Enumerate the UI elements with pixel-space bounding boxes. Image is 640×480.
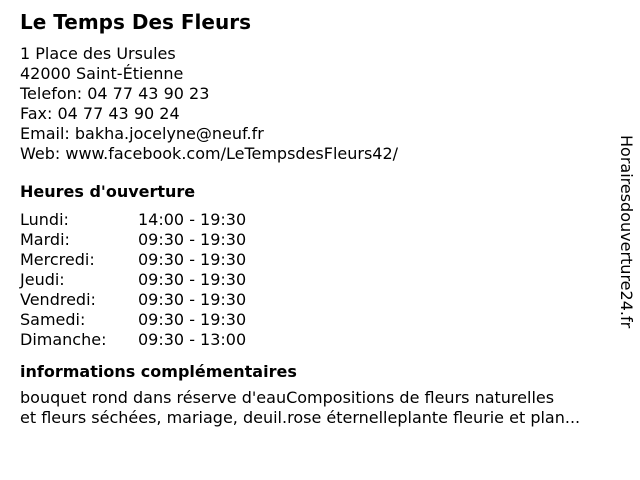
- additional-info-text: [20, 388, 620, 428]
- hours-row-monday: [20, 210, 610, 230]
- address-line-1: 1 Place des Ursules: [20, 44, 176, 63]
- website-url: Web: www.facebook.com/LeTempsdesFleurs42/: [20, 144, 399, 163]
- hours-row-wednesday: [20, 250, 610, 270]
- opening-hours-heading: Heures d'ouverture: [20, 182, 196, 201]
- hours-row-saturday: [20, 310, 610, 330]
- business-card: [20, 8, 610, 428]
- hours-day-label: Vendredi:: [20, 290, 96, 309]
- hours-time-value: 09:30 - 19:30: [138, 270, 247, 289]
- hours-time-value: 09:30 - 13:00: [138, 330, 247, 349]
- hours-day-label: Samedi:: [20, 310, 86, 329]
- hours-row-friday: [20, 290, 610, 310]
- business-name: Le Temps Des Fleurs: [20, 10, 251, 34]
- hours-day-label: Jeudi:: [20, 270, 65, 289]
- additional-info-line-1: bouquet rond dans réserve d'eauCompositions de fleurs naturelles: [20, 388, 555, 407]
- fax-number: Fax: 04 77 43 90 24: [20, 104, 180, 123]
- phone-number: Telefon: 04 77 43 90 23: [20, 84, 210, 103]
- additional-info-heading: informations complémentaires: [20, 362, 297, 381]
- hours-row-thursday: [20, 270, 610, 290]
- hours-time-value: 09:30 - 19:30: [138, 290, 247, 309]
- hours-row-tuesday: [20, 230, 610, 250]
- hours-time-value: 09:30 - 19:30: [138, 230, 247, 249]
- site-watermark: Horairesdouverture24.fr: [617, 135, 636, 329]
- hours-day-label: Lundi:: [20, 210, 69, 229]
- hours-time-value: 14:00 - 19:30: [138, 210, 247, 229]
- hours-row-sunday: [20, 330, 610, 350]
- hours-day-label: Mardi:: [20, 230, 70, 249]
- hours-time-value: 09:30 - 19:30: [138, 310, 247, 329]
- email-address: Email: bakha.jocelyne@neuf.fr: [20, 124, 264, 143]
- address-line-2: 42000 Saint-Étienne: [20, 64, 184, 83]
- hours-time-value: 09:30 - 19:30: [138, 250, 247, 269]
- additional-info-line-2: et fleurs séchées, mariage, deuil.rose éternelleplante fleurie et plan...: [20, 408, 581, 427]
- hours-day-label: Dimanche:: [20, 330, 107, 349]
- opening-hours-table: [20, 210, 610, 350]
- hours-day-label: Mercredi:: [20, 250, 95, 269]
